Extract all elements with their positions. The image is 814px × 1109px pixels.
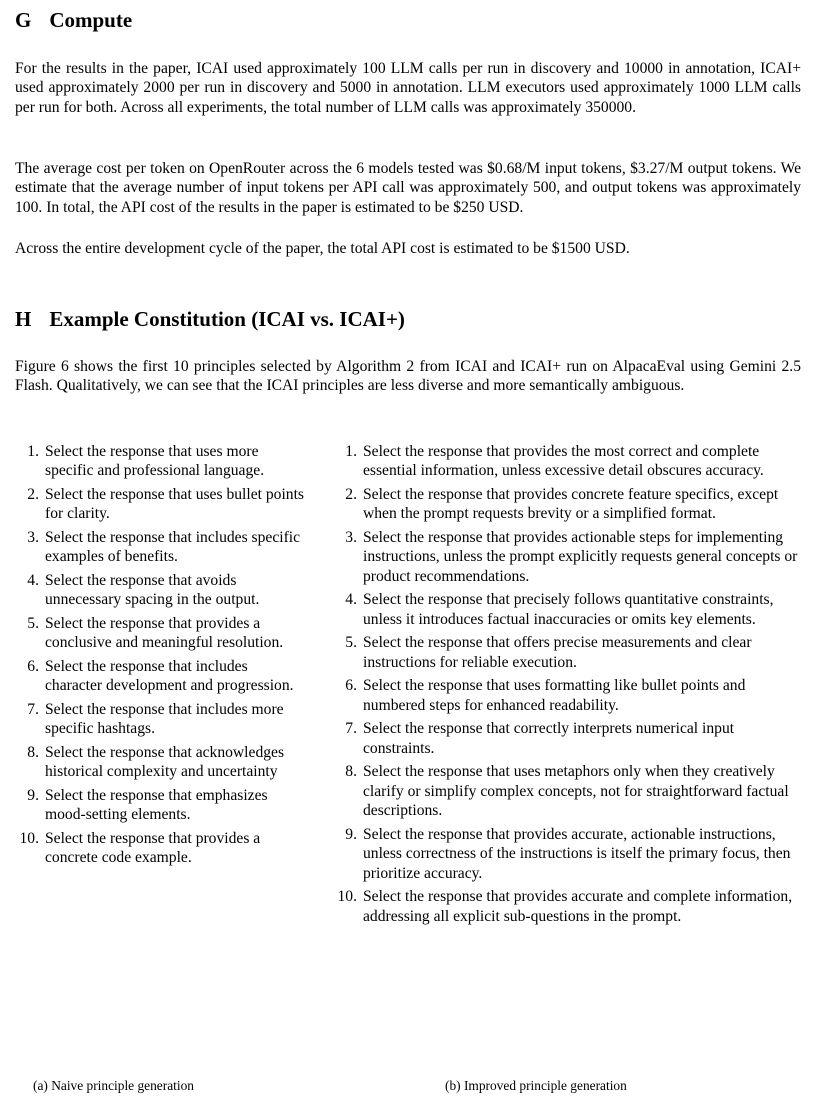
- list-item-number: 6.: [27, 658, 39, 675]
- list-item: [333, 719, 809, 758]
- list-item-text: Select the response that uses bullet points for clarity.: [45, 486, 304, 523]
- compute-paragraph-calls: For the results in the paper, ICAI used approximately 100 LLM calls per run in discovery and 10000 in annotation, ICAI+ used approximately 2000 per run in discovery and 5000 in annotation. LLM executors used approximately 1000 LLM calls per run for both. Across all experiments, the total number of LLM calls was approximately 350000.: [15, 60, 801, 116]
- list-item-text: Select the response that avoids unnecessary spacing in the output.: [45, 572, 260, 609]
- list-item-number: 10.: [19, 830, 39, 847]
- list-item: [15, 528, 305, 567]
- list-item-text: Select the response that uses formatting like bullet points and numbered steps for enhanced readability.: [363, 677, 746, 714]
- list-item-text: Select the response that acknowledges historical complexity and uncertainty: [45, 744, 285, 781]
- list-item: [333, 528, 809, 586]
- list-item: [333, 762, 809, 820]
- section-heading-constitution: [15, 306, 405, 332]
- list-item-number: 7.: [27, 701, 39, 718]
- list-item-text: Select the response that provides accurate and complete information, addressing all explicit sub-questions in the prompt.: [363, 888, 793, 925]
- list-item: [15, 571, 305, 610]
- list-item: [333, 485, 809, 524]
- constitution-intro-paragraph: Figure 6 shows the first 10 principles selected by Algorithm 2 from ICAI and ICAI+ run on AlpacaEval using Gemini 2.5 Flash. Qualitatively, we can see that the ICAI principles are less diverse and more semantically ambiguous.: [15, 358, 801, 395]
- list-item-text: Select the response that uses metaphors only when they creatively clarify or simplify complex concepts, not for straightforward factual descriptions.: [363, 763, 789, 820]
- section-title: Compute: [49, 8, 133, 32]
- list-item: [15, 485, 305, 524]
- list-item-number: 9.: [345, 825, 357, 843]
- list-item-text: Select the response that provides concrete feature specifics, except when the prompt requests brevity or a simplified format.: [363, 486, 779, 523]
- list-item: [15, 442, 305, 481]
- list-item-text: Select the response that offers precise measurements and clear instructions for reliable execution.: [363, 634, 752, 671]
- list-item-number: 8.: [345, 763, 357, 781]
- list-item-text: Select the response that provides accurate, actionable instructions, unless correctness of the instructions is itself the primary focus, then prioritize accuracy.: [363, 825, 791, 882]
- list-item-number: 3.: [345, 529, 357, 546]
- list-item-number: 6.: [345, 677, 357, 695]
- list-item-number: 5.: [345, 634, 357, 652]
- list-item-text: Select the response that provides actionable steps for implementing instructions, unless the prompt explicitly requests general concepts or product recommendations.: [363, 529, 798, 585]
- list-item-number: 3.: [27, 529, 39, 546]
- section-number: H: [15, 307, 32, 331]
- caption-naive: (a) Naive principle generation: [33, 1078, 194, 1093]
- list-item-text: Select the response that precisely follows quantitative constraints, unless it introduces factual inaccuracies or omits key elements.: [363, 591, 774, 628]
- list-item-number: 2.: [345, 486, 357, 503]
- list-item: [15, 743, 305, 782]
- list-item: [333, 633, 809, 672]
- list-item-text: Select the response that provides a concrete code example.: [45, 830, 261, 867]
- list-item-number: 9.: [27, 787, 39, 804]
- compute-paragraph-total: Across the entire development cycle of the paper, the total API cost is estimated to be $1500 USD.: [15, 240, 630, 257]
- list-item: [15, 786, 305, 825]
- list-item-number: 5.: [27, 615, 39, 632]
- list-item-number: 1.: [27, 443, 39, 460]
- section-heading-compute: [15, 7, 132, 33]
- list-item-number: 4.: [345, 591, 357, 609]
- section-title: Example Constitution (ICAI vs. ICAI+): [49, 307, 405, 331]
- list-item-text: Select the response that provides the most correct and complete essential information, unless excessive detail obscures accuracy.: [363, 443, 764, 480]
- list-item: [15, 614, 305, 653]
- list-item-text: Select the response that includes character development and progression.: [45, 658, 294, 695]
- list-item-number: 4.: [27, 572, 39, 589]
- list-item: [333, 825, 809, 883]
- caption-improved: (b) Improved principle generation: [445, 1078, 627, 1093]
- list-item: [333, 887, 809, 926]
- list-item-number: 8.: [27, 744, 39, 761]
- list-item-text: Select the response that correctly interprets numerical input constraints.: [363, 720, 735, 757]
- compute-paragraph-cost: The average cost per token on OpenRouter across the 6 models tested was $0.68/M input tokens, $3.27/M output tokens. We estimate that the average number of input tokens per API call was approximately 500, and output tokens was approximately 100. In total, the API cost of the results in the paper is estimated to be $250 USD.: [15, 160, 801, 216]
- list-item-text: Select the response that provides a conclusive and meaningful resolution.: [45, 615, 284, 652]
- list-item: [15, 657, 305, 696]
- improved-principles-list: [333, 442, 809, 930]
- list-item: [333, 676, 809, 715]
- list-item: [333, 442, 809, 481]
- list-item-number: 2.: [27, 486, 39, 503]
- list-item-number: 1.: [345, 443, 357, 460]
- list-item-number: 10.: [337, 888, 357, 906]
- list-item: [15, 829, 305, 868]
- list-item-text: Select the response that emphasizes mood-setting elements.: [45, 787, 268, 824]
- list-item: [333, 590, 809, 629]
- list-item-text: Select the response that includes specific examples of benefits.: [45, 529, 301, 566]
- list-item: [15, 700, 305, 739]
- list-item-text: Select the response that includes more specific hashtags.: [45, 701, 284, 738]
- naive-principles-list: [15, 442, 305, 872]
- section-number: G: [15, 8, 32, 32]
- list-item-text: Select the response that uses more specific and professional language.: [45, 443, 265, 480]
- list-item-number: 7.: [345, 720, 357, 738]
